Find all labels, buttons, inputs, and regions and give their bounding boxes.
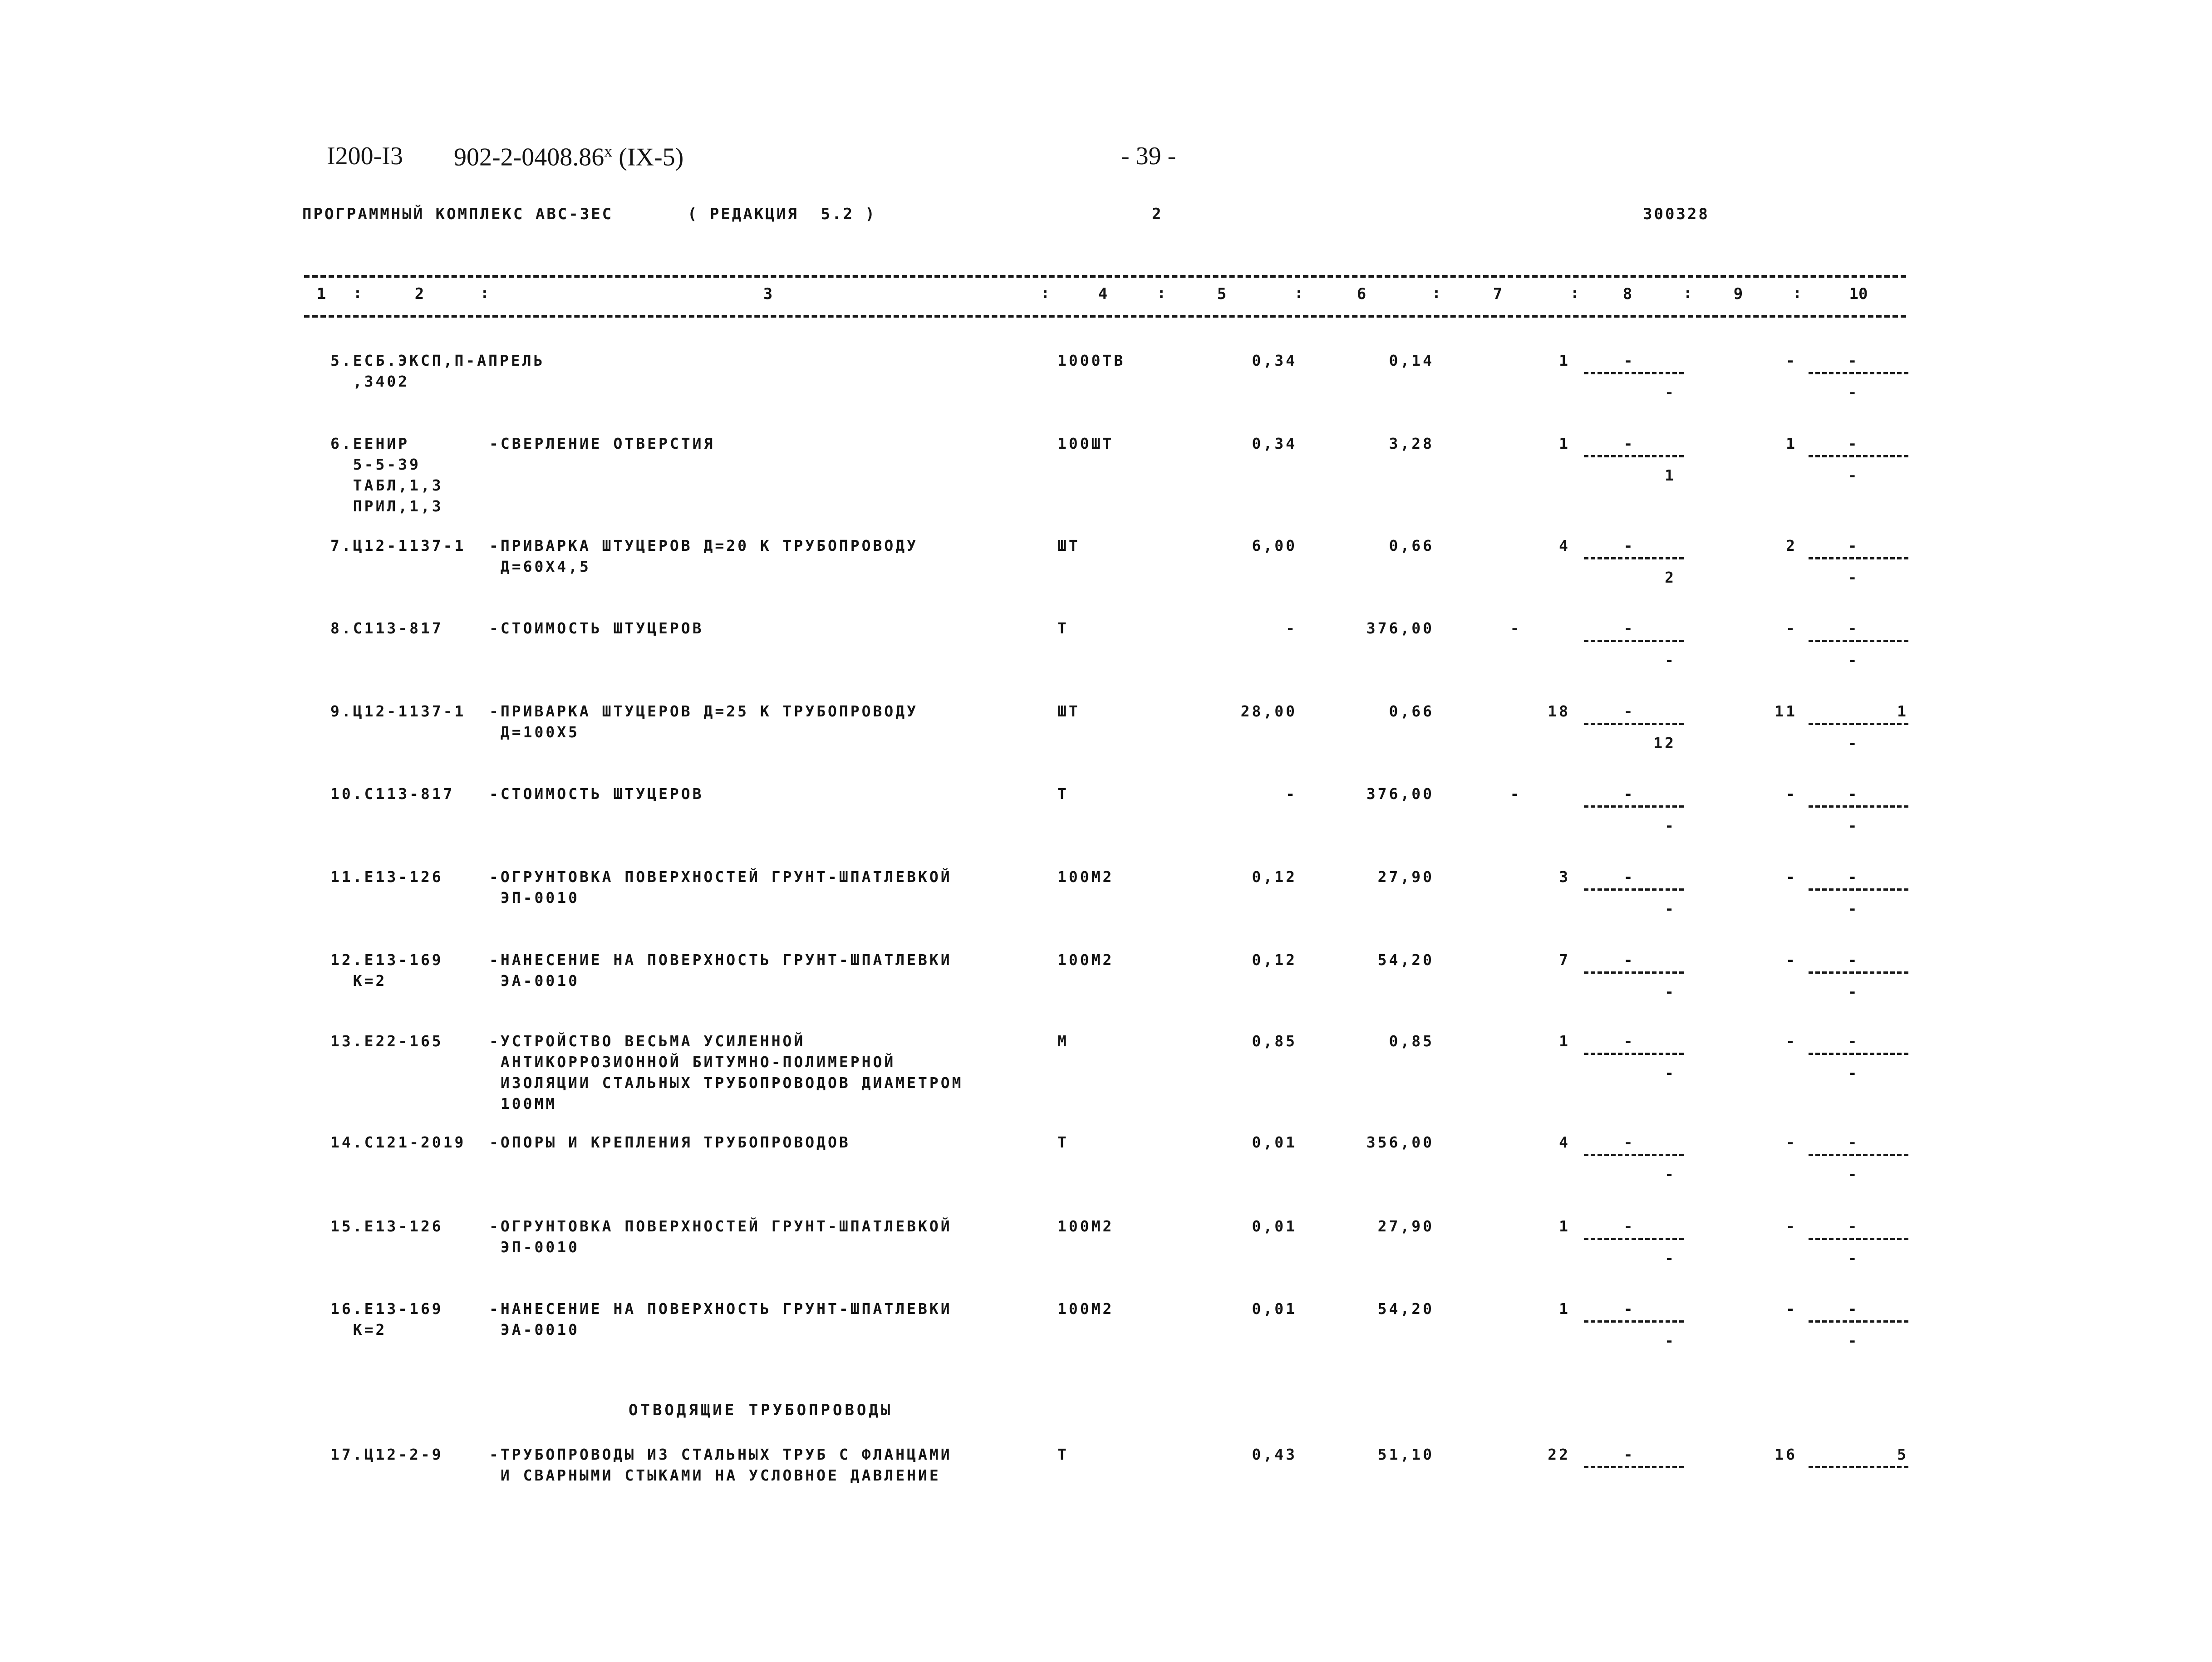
- column-10-fraction-line: [1809, 723, 1908, 725]
- unit-price: 54,20: [1377, 951, 1434, 969]
- column-number-5: 5: [1217, 285, 1227, 303]
- work-code: 10.С113-817: [330, 785, 455, 803]
- work-code: ТАБЛ,1,3: [330, 476, 443, 494]
- quantity: 0,12: [1252, 951, 1297, 969]
- column-7-numerator: 1: [1559, 352, 1570, 369]
- unit: 100М2: [1057, 951, 1114, 969]
- column-10-top: -: [1848, 435, 1859, 452]
- column-number-1: 1: [316, 285, 326, 303]
- column-10-top: -: [1848, 619, 1859, 637]
- column-10-bottom: -: [1848, 1064, 1859, 1082]
- column-10-bottom: -: [1848, 734, 1859, 752]
- column-8-fraction-line: [1584, 1238, 1684, 1240]
- column-10-bottom: -: [1848, 466, 1859, 484]
- column-8-top: -: [1623, 1217, 1635, 1235]
- column-9-value: -: [1786, 352, 1797, 369]
- column-7-numerator: 1: [1559, 435, 1570, 452]
- column-separator: :: [1792, 284, 1802, 302]
- unit: 1000ТВ: [1057, 352, 1126, 369]
- column-10-bottom: -: [1848, 817, 1859, 834]
- work-description: -СВЕРЛЕНИЕ ОТВЕРСТИЯ: [489, 435, 715, 452]
- column-10-fraction-line: [1809, 1466, 1908, 1468]
- work-code: 11.Е13-126: [330, 868, 443, 886]
- work-code: 7.Ц12-1137-1: [330, 537, 466, 554]
- work-code: К=2: [330, 972, 387, 990]
- column-8-bottom: 2: [1665, 569, 1676, 586]
- column-10-fraction-line: [1809, 805, 1908, 808]
- section-title: ОТВОДЯЩИЕ ТРУБОПРОВОДЫ: [629, 1401, 893, 1419]
- unit: Т: [1057, 785, 1069, 803]
- unit-price: 3,28: [1389, 435, 1434, 452]
- unit: ШТ: [1057, 537, 1080, 554]
- column-number-2: 2: [414, 285, 424, 303]
- table-header-rule: [304, 315, 1906, 318]
- work-code: 17.Ц12-2-9: [330, 1446, 443, 1463]
- work-code: 16.Е13-169: [330, 1300, 443, 1318]
- work-description: -НАНЕСЕНИЕ НА ПОВЕРХНОСТЬ ГРУНТ-ШПАТЛЕВКИ: [489, 951, 952, 969]
- work-description: -ПРИВАРКА ШТУЦЕРОВ Д=20 К ТРУБОПРОВОДУ: [489, 537, 918, 554]
- column-separator: :: [1156, 284, 1166, 302]
- column-8-top: -: [1623, 785, 1635, 803]
- column-10-fraction-line: [1809, 971, 1908, 974]
- program-name: ПРОГРАММНЫЙ КОМПЛЕКС АВС-ЗЕС: [302, 205, 614, 223]
- column-7-numerator: 1: [1559, 1300, 1570, 1318]
- column-separator: :: [1431, 284, 1441, 302]
- work-description: -ОГРУНТОВКА ПОВЕРХНОСТЕЙ ГРУНТ-ШПАТЛЕВКОЙ: [489, 1217, 952, 1235]
- column-8-top: -: [1623, 352, 1635, 369]
- work-code: 12.Е13-169: [330, 951, 443, 969]
- unit-price: 376,00: [1366, 619, 1434, 637]
- column-8-bottom: -: [1665, 1332, 1676, 1349]
- column-8-top: -: [1623, 868, 1635, 886]
- column-7-value: -: [1510, 619, 1522, 637]
- unit: М: [1057, 1032, 1069, 1050]
- quantity: 0,34: [1252, 352, 1297, 369]
- unit: 100М2: [1057, 868, 1114, 886]
- column-8-fraction-line: [1584, 805, 1684, 808]
- quantity: 0,43: [1252, 1446, 1297, 1463]
- work-code: К=2: [330, 1321, 387, 1338]
- column-8-bottom: 1: [1665, 466, 1676, 484]
- column-8-bottom: -: [1665, 383, 1676, 401]
- page-number: - 39 -: [1121, 142, 1176, 170]
- column-8-fraction-line: [1584, 372, 1684, 374]
- column-separator: :: [353, 284, 363, 302]
- work-code: 9.Ц12-1137-1: [330, 702, 466, 720]
- column-7-numerator: 18: [1548, 702, 1570, 720]
- quantity: 0,01: [1252, 1133, 1297, 1151]
- column-10-top: 1: [1897, 702, 1908, 720]
- work-code: 14.С121-2019: [330, 1133, 466, 1151]
- column-7-numerator: 1: [1559, 1217, 1570, 1235]
- document-number-suffix: (IX-5): [612, 143, 684, 172]
- column-9-value: 16: [1775, 1446, 1797, 1463]
- column-separator: :: [1683, 284, 1693, 302]
- column-10-bottom: -: [1848, 1165, 1859, 1183]
- unit-price: 27,90: [1377, 868, 1434, 886]
- column-10-top: -: [1848, 1217, 1859, 1235]
- column-8-top: -: [1623, 619, 1635, 637]
- program-edition: ( РЕДАКЦИЯ 5.2 ): [688, 205, 876, 223]
- work-code: ,3402: [330, 373, 410, 390]
- column-10-top: -: [1848, 951, 1859, 969]
- unit: Т: [1057, 619, 1069, 637]
- column-7-numerator: 1: [1559, 1032, 1570, 1050]
- column-10-fraction-line: [1809, 455, 1908, 457]
- column-9-value: -: [1786, 1133, 1797, 1151]
- column-7-numerator: 3: [1559, 868, 1570, 886]
- column-10-fraction-line: [1809, 888, 1908, 891]
- column-10-fraction-line: [1809, 1053, 1908, 1055]
- column-8-top: -: [1623, 1032, 1635, 1050]
- quantity: 0,01: [1252, 1217, 1297, 1235]
- column-7-numerator: 7: [1559, 951, 1570, 969]
- column-8-fraction-line: [1584, 557, 1684, 559]
- work-description: Д=60Х4,5: [489, 558, 591, 575]
- column-separator: :: [1294, 284, 1304, 302]
- column-separator: :: [1040, 284, 1050, 302]
- column-8-top: -: [1623, 702, 1635, 720]
- column-10-top: -: [1848, 1300, 1859, 1318]
- column-9-value: 11: [1775, 702, 1797, 720]
- column-number-3: 3: [763, 285, 773, 303]
- column-7-numerator: 22: [1548, 1446, 1570, 1463]
- sheet-code: I200-I3: [327, 142, 403, 170]
- unit-price: 356,00: [1366, 1133, 1434, 1151]
- column-8-fraction-line: [1584, 971, 1684, 974]
- column-8-fraction-line: [1584, 1154, 1684, 1156]
- unit-price: 27,90: [1377, 1217, 1434, 1235]
- column-9-value: 1: [1786, 435, 1797, 452]
- quantity: 6,00: [1252, 537, 1297, 554]
- column-10-fraction-line: [1809, 372, 1908, 374]
- work-code: 15.Е13-126: [330, 1217, 443, 1235]
- column-8-bottom: -: [1665, 1165, 1676, 1183]
- column-9-value: -: [1786, 868, 1797, 886]
- column-7-value: -: [1510, 785, 1522, 803]
- work-description: ЭП-0010: [489, 889, 580, 907]
- work-code: 13.Е22-165: [330, 1032, 443, 1050]
- unit-price: 0,85: [1389, 1032, 1434, 1050]
- unit: 100М2: [1057, 1217, 1114, 1235]
- column-8-fraction-line: [1584, 1466, 1684, 1468]
- column-8-top: -: [1623, 435, 1635, 452]
- column-separator: :: [1570, 284, 1580, 302]
- column-9-value: -: [1786, 619, 1797, 637]
- column-10-top: -: [1848, 785, 1859, 803]
- quantity: 0,12: [1252, 868, 1297, 886]
- work-description: Д=100Х5: [489, 723, 580, 741]
- quantity: 0,34: [1252, 435, 1297, 452]
- object-code: 300328: [1643, 205, 1710, 223]
- work-description: -ПРИВАРКА ШТУЦЕРОВ Д=25 К ТРУБОПРОВОДУ: [489, 702, 918, 720]
- column-number-8: 8: [1622, 285, 1632, 303]
- column-10-top: -: [1848, 868, 1859, 886]
- quantity: -: [1286, 619, 1297, 637]
- column-9-value: 2: [1786, 537, 1797, 554]
- work-description: -ОПОРЫ И КРЕПЛЕНИЯ ТРУБОПРОВОДОВ: [489, 1133, 850, 1151]
- column-9-value: -: [1786, 785, 1797, 803]
- unit: 100М2: [1057, 1300, 1114, 1318]
- column-8-fraction-line: [1584, 888, 1684, 891]
- unit-price: 51,10: [1377, 1446, 1434, 1463]
- column-number-6: 6: [1357, 285, 1367, 303]
- work-description: АНТИКОРРОЗИОННОЙ БИТУМНО-ПОЛИМЕРНОЙ: [489, 1053, 896, 1071]
- unit-price: 0,14: [1389, 352, 1434, 369]
- work-description: -ОГРУНТОВКА ПОВЕРХНОСТЕЙ ГРУНТ-ШПАТЛЕВКОЙ: [489, 868, 952, 886]
- column-10-top: -: [1848, 537, 1859, 554]
- work-description: ЭА-0010: [489, 972, 580, 990]
- column-number-10: 10: [1849, 285, 1868, 303]
- column-8-top: -: [1623, 1133, 1635, 1151]
- column-number-7: 7: [1493, 285, 1503, 303]
- column-8-bottom: -: [1665, 1249, 1676, 1267]
- sheet-number: 2: [1152, 205, 1163, 223]
- unit: Т: [1057, 1446, 1069, 1463]
- column-10-bottom: -: [1848, 1249, 1859, 1267]
- work-description: -СТОИМОСТЬ ШТУЦЕРОВ: [489, 619, 704, 637]
- column-10-bottom: -: [1848, 651, 1859, 669]
- work-code: ПРИЛ,1,3: [330, 497, 443, 515]
- column-8-bottom: -: [1665, 900, 1676, 917]
- document-number-main: 902-2-0408.86: [454, 143, 605, 172]
- unit: Т: [1057, 1133, 1069, 1151]
- column-8-top: -: [1623, 537, 1635, 554]
- column-10-top: 5: [1897, 1446, 1908, 1463]
- column-8-top: -: [1623, 1300, 1635, 1318]
- column-8-bottom: 12: [1653, 734, 1676, 752]
- column-8-top: -: [1623, 951, 1635, 969]
- work-description: -СТОИМОСТЬ ШТУЦЕРОВ: [489, 785, 704, 803]
- work-code: 5-5-39: [330, 456, 421, 473]
- column-10-fraction-line: [1809, 557, 1908, 559]
- work-description: -ТРУБОПРОВОДЫ ИЗ СТАЛЬНЫХ ТРУБ С ФЛАНЦАМИ: [489, 1446, 952, 1463]
- column-10-top: -: [1848, 352, 1859, 369]
- unit-price: 0,66: [1389, 537, 1434, 554]
- quantity: 0,85: [1252, 1032, 1297, 1050]
- column-9-value: -: [1786, 1300, 1797, 1318]
- column-9-value: -: [1786, 1032, 1797, 1050]
- column-8-top: -: [1623, 1446, 1635, 1463]
- column-10-top: -: [1848, 1133, 1859, 1151]
- work-description: ЭП-0010: [489, 1238, 580, 1256]
- work-description: -УСТРОЙСТВО ВЕСЬМА УСИЛЕННОЙ: [489, 1032, 806, 1050]
- work-code: 8.С113-817: [330, 619, 443, 637]
- column-8-bottom: -: [1665, 817, 1676, 834]
- quantity: -: [1286, 785, 1297, 803]
- column-10-fraction-line: [1809, 1154, 1908, 1156]
- table-top-rule: [304, 275, 1906, 278]
- column-7-numerator: 4: [1559, 1133, 1570, 1151]
- column-10-fraction-line: [1809, 1320, 1908, 1323]
- work-description: И СВАРНЫМИ СТЫКАМИ НА УСЛОВНОЕ ДАВЛЕНИЕ: [489, 1466, 941, 1484]
- work-code: 5.ЕСБ.ЭКСП,П-АПРЕЛЬ: [330, 352, 545, 369]
- unit-price: 0,66: [1389, 702, 1434, 720]
- column-9-value: -: [1786, 951, 1797, 969]
- column-number-9: 9: [1733, 285, 1743, 303]
- quantity: 28,00: [1240, 702, 1297, 720]
- column-10-bottom: -: [1848, 569, 1859, 586]
- column-10-bottom: -: [1848, 383, 1859, 401]
- column-10-bottom: -: [1848, 983, 1859, 1000]
- unit-price: 376,00: [1366, 785, 1434, 803]
- column-8-fraction-line: [1584, 1053, 1684, 1055]
- quantity: 0,01: [1252, 1300, 1297, 1318]
- work-description: ЭА-0010: [489, 1321, 580, 1338]
- column-separator: :: [480, 284, 490, 302]
- document-number: [454, 142, 683, 172]
- column-7-numerator: 4: [1559, 537, 1570, 554]
- unit: ШТ: [1057, 702, 1080, 720]
- column-8-bottom: -: [1665, 651, 1676, 669]
- column-8-fraction-line: [1584, 1320, 1684, 1323]
- column-10-fraction-line: [1809, 1238, 1908, 1240]
- work-code: 6.ЕЕНИР: [330, 435, 410, 452]
- column-10-bottom: -: [1848, 900, 1859, 917]
- column-8-fraction-line: [1584, 640, 1684, 642]
- work-description: -НАНЕСЕНИЕ НА ПОВЕРХНОСТЬ ГРУНТ-ШПАТЛЕВКИ: [489, 1300, 952, 1318]
- column-number-4: 4: [1098, 285, 1108, 303]
- unit: 100ШТ: [1057, 435, 1114, 452]
- column-8-fraction-line: [1584, 455, 1684, 457]
- column-8-fraction-line: [1584, 723, 1684, 725]
- column-10-top: -: [1848, 1032, 1859, 1050]
- column-10-fraction-line: [1809, 640, 1908, 642]
- work-description: 100ММ: [489, 1095, 557, 1113]
- document-number-superscript: x: [604, 142, 613, 160]
- work-description: ИЗОЛЯЦИИ СТАЛЬНЫХ ТРУБОПРОВОДОВ ДИАМЕТРОМ: [489, 1074, 963, 1092]
- column-10-bottom: -: [1848, 1332, 1859, 1349]
- unit-price: 54,20: [1377, 1300, 1434, 1318]
- column-9-value: -: [1786, 1217, 1797, 1235]
- column-8-bottom: -: [1665, 983, 1676, 1000]
- column-8-bottom: -: [1665, 1064, 1676, 1082]
